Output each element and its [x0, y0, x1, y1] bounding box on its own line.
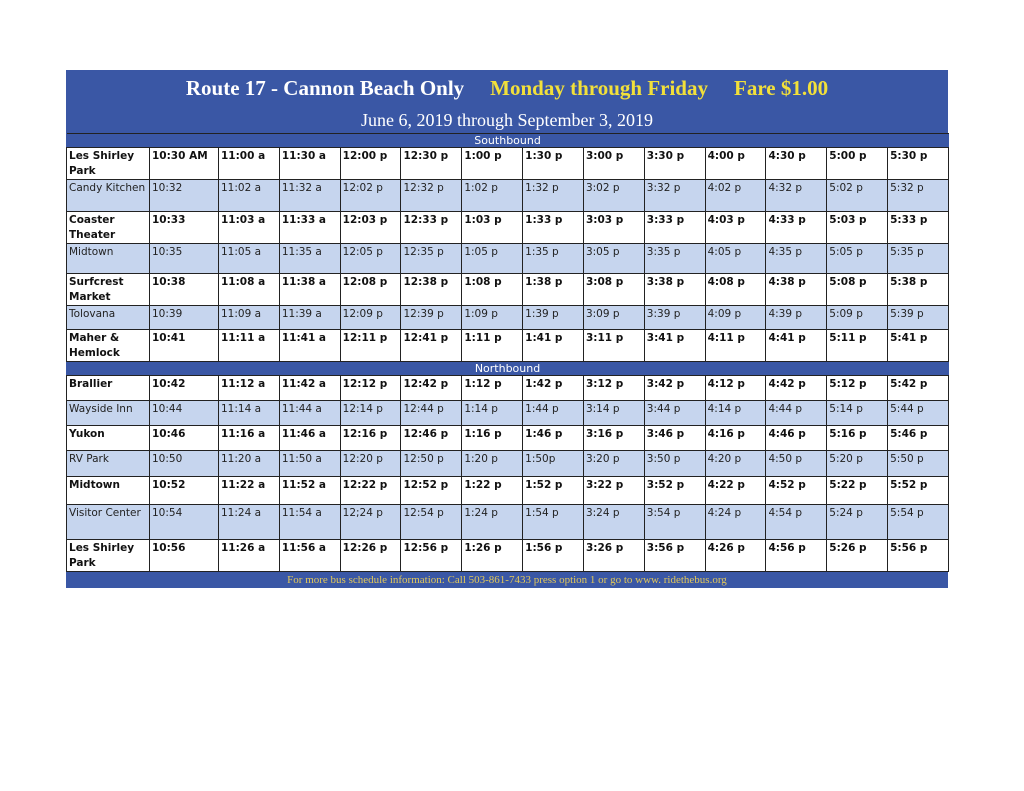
time-cell: 3:33 p — [644, 212, 705, 244]
time-cell: 5:50 p — [888, 451, 949, 477]
time-cell: 4:30 p — [766, 148, 827, 180]
time-cell: 5:35 p — [888, 244, 949, 274]
time-cell: 5:05 p — [827, 244, 888, 274]
time-cell: 4:56 p — [766, 540, 827, 572]
northbound-label: Northbound — [67, 362, 949, 376]
time-cell: 4:46 p — [766, 426, 827, 451]
time-cell: 1:08 p — [462, 274, 523, 306]
stop-name: Candy Kitchen — [67, 180, 150, 212]
time-cell: 1:11 p — [462, 330, 523, 362]
time-cell: 1:00 p — [462, 148, 523, 180]
stop-name: Midtown — [67, 244, 150, 274]
time-cell: 4:38 p — [766, 274, 827, 306]
time-cell: 1:41 p — [523, 330, 584, 362]
time-cell: 5:22 p — [827, 477, 888, 505]
time-cell: 3:20 p — [583, 451, 644, 477]
time-cell: 3:38 p — [644, 274, 705, 306]
time-cell: 12:50 p — [401, 451, 462, 477]
time-cell: 4:50 p — [766, 451, 827, 477]
stop-name: Coaster Theater — [67, 212, 150, 244]
time-cell: 4:41 p — [766, 330, 827, 362]
time-cell: 11:09 a — [219, 306, 280, 330]
time-cell: 11:42 a — [279, 376, 340, 401]
time-cell: 12:33 p — [401, 212, 462, 244]
time-cell: 12:00 p — [340, 148, 401, 180]
time-cell: 3:22 p — [583, 477, 644, 505]
time-cell: 11:24 a — [219, 505, 280, 540]
table-row — [67, 401, 949, 426]
time-cell: 10:39 — [150, 306, 219, 330]
time-cell: 5:44 p — [888, 401, 949, 426]
time-cell: 12:30 p — [401, 148, 462, 180]
table-row — [67, 274, 949, 306]
southbound-header-row — [67, 134, 949, 148]
time-cell: 1:02 p — [462, 180, 523, 212]
time-cell: 5:03 p — [827, 212, 888, 244]
time-cell: 1:54 p — [523, 505, 584, 540]
table-row — [67, 330, 949, 362]
time-cell: 11:32 a — [279, 180, 340, 212]
time-cell: 5:09 p — [827, 306, 888, 330]
time-cell: 11:02 a — [219, 180, 280, 212]
table-row — [67, 505, 949, 540]
time-cell: 12:44 p — [401, 401, 462, 426]
time-cell: 4:09 p — [705, 306, 766, 330]
time-cell: 1:39 p — [523, 306, 584, 330]
time-cell: 1:26 p — [462, 540, 523, 572]
time-cell: 5:54 p — [888, 505, 949, 540]
time-cell: 12;24 p — [340, 505, 401, 540]
time-cell: 5:32 p — [888, 180, 949, 212]
time-cell: 5:38 p — [888, 274, 949, 306]
time-cell: 10:42 — [150, 376, 219, 401]
time-cell: 11:11 a — [219, 330, 280, 362]
time-cell: 12:41 p — [401, 330, 462, 362]
stop-name: Brallier — [67, 376, 150, 401]
time-cell: 4:24 p — [705, 505, 766, 540]
time-cell: 3:46 p — [644, 426, 705, 451]
time-cell: 5:56 p — [888, 540, 949, 572]
stop-name: Les Shirley Park — [67, 540, 150, 572]
time-cell: 11:26 a — [219, 540, 280, 572]
time-cell: 1:22 p — [462, 477, 523, 505]
time-cell: 5:02 p — [827, 180, 888, 212]
time-cell: 1:20 p — [462, 451, 523, 477]
time-cell: 12:20 p — [340, 451, 401, 477]
time-cell: 1:16 p — [462, 426, 523, 451]
time-cell: 3:39 p — [644, 306, 705, 330]
time-cell: 12:42 p — [401, 376, 462, 401]
time-cell: 1:38 p — [523, 274, 584, 306]
time-cell: 11:30 a — [279, 148, 340, 180]
time-cell: 3:41 p — [644, 330, 705, 362]
time-cell: 3:16 p — [583, 426, 644, 451]
time-cell: 11:03 a — [219, 212, 280, 244]
time-cell: 10:52 — [150, 477, 219, 505]
time-cell: 11:22 a — [219, 477, 280, 505]
time-cell: 3:08 p — [583, 274, 644, 306]
time-cell: 12:09 p — [340, 306, 401, 330]
time-cell: 5:24 p — [827, 505, 888, 540]
time-cell: 10:46 — [150, 426, 219, 451]
time-cell: 4:26 p — [705, 540, 766, 572]
time-cell: 11:16 a — [219, 426, 280, 451]
time-cell: 3:56 p — [644, 540, 705, 572]
table-row — [67, 426, 949, 451]
time-cell: 4:52 p — [766, 477, 827, 505]
time-cell: 3:14 p — [583, 401, 644, 426]
time-cell: 5:42 p — [888, 376, 949, 401]
time-cell: 10:56 — [150, 540, 219, 572]
time-cell: 3:03 p — [583, 212, 644, 244]
time-cell: 11:35 a — [279, 244, 340, 274]
northbound-header-row — [67, 362, 949, 376]
time-cell: 5:16 p — [827, 426, 888, 451]
time-cell: 1:03 p — [462, 212, 523, 244]
time-cell: 11:20 a — [219, 451, 280, 477]
time-cell: 1:50p — [523, 451, 584, 477]
time-cell: 5:11 p — [827, 330, 888, 362]
time-cell: 12:05 p — [340, 244, 401, 274]
time-cell: 12:03 p — [340, 212, 401, 244]
time-cell: 12:54 p — [401, 505, 462, 540]
time-cell: 10:30 AM — [150, 148, 219, 180]
time-cell: 5:52 p — [888, 477, 949, 505]
time-cell: 12:08 p — [340, 274, 401, 306]
table-row — [67, 540, 949, 572]
stop-name: Yukon — [67, 426, 150, 451]
time-cell: 10:32 — [150, 180, 219, 212]
time-cell: 3:32 p — [644, 180, 705, 212]
time-cell: 4:39 p — [766, 306, 827, 330]
time-cell: 10:35 — [150, 244, 219, 274]
time-cell: 4:42 p — [766, 376, 827, 401]
time-cell: 4:16 p — [705, 426, 766, 451]
time-cell: 10:33 — [150, 212, 219, 244]
time-cell: 1:35 p — [523, 244, 584, 274]
time-cell: 3:26 p — [583, 540, 644, 572]
time-cell: 12:26 p — [340, 540, 401, 572]
time-cell: 11:46 a — [279, 426, 340, 451]
table-row — [67, 244, 949, 274]
time-cell: 5:08 p — [827, 274, 888, 306]
time-cell: 1:24 p — [462, 505, 523, 540]
time-cell: 11:00 a — [219, 148, 280, 180]
time-cell: 3:30 p — [644, 148, 705, 180]
time-cell: 1:30 p — [523, 148, 584, 180]
schedule-panel — [66, 70, 948, 588]
timetable-body — [67, 134, 949, 572]
time-cell: 3:24 p — [583, 505, 644, 540]
time-cell: 12:22 p — [340, 477, 401, 505]
time-cell: 1:05 p — [462, 244, 523, 274]
timetable — [66, 133, 949, 572]
time-cell: 3:52 p — [644, 477, 705, 505]
time-cell: 3:05 p — [583, 244, 644, 274]
time-cell: 12:32 p — [401, 180, 462, 212]
time-cell: 5:26 p — [827, 540, 888, 572]
time-cell: 12:14 p — [340, 401, 401, 426]
time-cell: 11:08 a — [219, 274, 280, 306]
time-cell: 1:44 p — [523, 401, 584, 426]
time-cell: 1:33 p — [523, 212, 584, 244]
table-row — [67, 148, 949, 180]
fare-label: Fare $1.00 — [734, 76, 829, 100]
time-cell: 1:56 p — [523, 540, 584, 572]
table-row — [67, 477, 949, 505]
time-cell: 4:33 p — [766, 212, 827, 244]
time-cell: 4:00 p — [705, 148, 766, 180]
time-cell: 12:35 p — [401, 244, 462, 274]
time-cell: 3:44 p — [644, 401, 705, 426]
time-cell: 11:12 a — [219, 376, 280, 401]
time-cell: 4:22 p — [705, 477, 766, 505]
time-cell: 10:38 — [150, 274, 219, 306]
time-cell: 3:54 p — [644, 505, 705, 540]
table-row — [67, 376, 949, 401]
time-cell: 5:14 p — [827, 401, 888, 426]
footer-info: For more bus schedule information: Call 503-861-7433 press option 1 or go to www. ridethebus.org — [287, 574, 727, 586]
time-cell: 5:12 p — [827, 376, 888, 401]
time-cell: 11:41 a — [279, 330, 340, 362]
stop-name: RV Park — [67, 451, 150, 477]
stop-name: Wayside Inn — [67, 401, 150, 426]
time-cell: 5:46 p — [888, 426, 949, 451]
route-title: Route 17 - Cannon Beach Only — [185, 76, 465, 100]
stop-name: Visitor Center — [67, 505, 150, 540]
time-cell: 11:38 a — [279, 274, 340, 306]
time-cell: 5:30 p — [888, 148, 949, 180]
time-cell: 11:33 a — [279, 212, 340, 244]
southbound-label: Southbound — [67, 134, 949, 148]
time-cell: 3:11 p — [583, 330, 644, 362]
time-cell: 3:02 p — [583, 180, 644, 212]
time-cell: 5:00 p — [827, 148, 888, 180]
time-cell: 11:39 a — [279, 306, 340, 330]
table-row — [67, 306, 949, 330]
time-cell: 5:20 p — [827, 451, 888, 477]
time-cell: 1:09 p — [462, 306, 523, 330]
time-cell: 11:52 a — [279, 477, 340, 505]
time-cell: 3:12 p — [583, 376, 644, 401]
table-row — [67, 212, 949, 244]
time-cell: 11:05 a — [219, 244, 280, 274]
stop-name: Maher & Hemlock — [67, 330, 150, 362]
time-cell: 4:54 p — [766, 505, 827, 540]
time-cell: 11:44 a — [279, 401, 340, 426]
time-cell: 12:16 p — [340, 426, 401, 451]
time-cell: 12:56 p — [401, 540, 462, 572]
time-cell: 5:39 p — [888, 306, 949, 330]
stop-name: Tolovana — [67, 306, 150, 330]
title-bar — [66, 70, 948, 107]
stop-name: Surfcrest Market — [67, 274, 150, 306]
table-row — [67, 180, 949, 212]
time-cell: 3:09 p — [583, 306, 644, 330]
time-cell: 11:14 a — [219, 401, 280, 426]
time-cell: 12:52 p — [401, 477, 462, 505]
time-cell: 3:35 p — [644, 244, 705, 274]
time-cell: 1:46 p — [523, 426, 584, 451]
time-cell: 12:02 p — [340, 180, 401, 212]
stop-name: Midtown — [67, 477, 150, 505]
service-days: Monday through Friday — [490, 76, 708, 100]
table-row — [67, 451, 949, 477]
time-cell: 10:44 — [150, 401, 219, 426]
time-cell: 1:12 p — [462, 376, 523, 401]
time-cell: 12:39 p — [401, 306, 462, 330]
time-cell: 4:12 p — [705, 376, 766, 401]
time-cell: 1:32 p — [523, 180, 584, 212]
time-cell: 5:41 p — [888, 330, 949, 362]
time-cell: 4:03 p — [705, 212, 766, 244]
time-cell: 4:05 p — [705, 244, 766, 274]
time-cell: 4:35 p — [766, 244, 827, 274]
time-cell: 4:08 p — [705, 274, 766, 306]
time-cell: 5:33 p — [888, 212, 949, 244]
time-cell: 10:54 — [150, 505, 219, 540]
time-cell: 10:50 — [150, 451, 219, 477]
time-cell: 12:46 p — [401, 426, 462, 451]
date-range: June 6, 2019 through September 3, 2019 — [361, 109, 653, 130]
time-cell: 3:50 p — [644, 451, 705, 477]
time-cell: 4:20 p — [705, 451, 766, 477]
time-cell: 3:42 p — [644, 376, 705, 401]
time-cell: 4:11 p — [705, 330, 766, 362]
time-cell: 1:52 p — [523, 477, 584, 505]
time-cell: 11:50 a — [279, 451, 340, 477]
time-cell: 11:56 a — [279, 540, 340, 572]
time-cell: 4:44 p — [766, 401, 827, 426]
time-cell: 11:54 a — [279, 505, 340, 540]
time-cell: 10:41 — [150, 330, 219, 362]
time-cell: 12:38 p — [401, 274, 462, 306]
stop-name: Les Shirley Park — [67, 148, 150, 180]
time-cell: 1:42 p — [523, 376, 584, 401]
time-cell: 4:14 p — [705, 401, 766, 426]
time-cell: 12:12 p — [340, 376, 401, 401]
time-cell: 3:00 p — [583, 148, 644, 180]
time-cell: 4:32 p — [766, 180, 827, 212]
time-cell: 1:14 p — [462, 401, 523, 426]
time-cell: 12:11 p — [340, 330, 401, 362]
time-cell: 4:02 p — [705, 180, 766, 212]
